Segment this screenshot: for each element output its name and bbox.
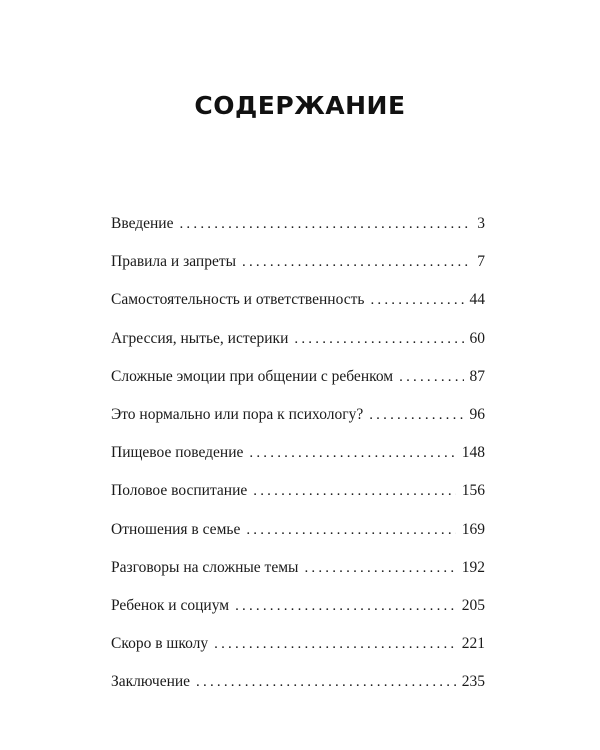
dot-leader	[369, 408, 463, 423]
toc-entry-label: Пищевое поведение	[111, 444, 244, 462]
toc-entry-label: Заключение	[111, 673, 191, 691]
toc-entry-page: 87	[469, 367, 485, 385]
dot-leader	[179, 217, 471, 232]
dot-leader	[235, 599, 456, 614]
toc-entry-label: Это нормально или пора к психологу?	[111, 405, 364, 423]
toc-entry-label: Агрессия, нытье, истерики	[111, 329, 289, 347]
toc-entry-page: 221	[461, 635, 485, 653]
toc-entry-page: 169	[461, 520, 485, 538]
toc-entry-conclusion	[111, 666, 485, 704]
toc-entry-label: Сложные эмоции при общении с ребенком	[111, 367, 394, 385]
toc-entry-independence	[111, 284, 485, 322]
dot-leader	[253, 484, 455, 499]
dot-leader	[249, 446, 455, 461]
toc-entry-label: Разговоры на сложные темы	[111, 558, 299, 576]
toc-entry-label: Отношения в семье	[111, 520, 241, 538]
toc-entry-difficult-topics	[111, 552, 485, 590]
toc-entry-page: 60	[469, 329, 485, 347]
toc-entry-eating-behavior	[111, 437, 485, 475]
toc-entry-label: Скоро в школу	[111, 635, 209, 653]
dot-leader	[399, 370, 463, 385]
toc-entry-school-soon	[111, 628, 485, 666]
toc-entry-label: Половое воспитание	[111, 482, 248, 500]
table-of-contents	[111, 208, 485, 704]
dot-leader	[246, 523, 455, 538]
toc-entry-page: 156	[461, 482, 485, 500]
toc-entry-label: Введение	[111, 215, 174, 232]
dot-leader	[370, 293, 463, 308]
toc-entry-page: 96	[469, 405, 485, 423]
page-title: СОДЕРЖАНИЕ	[194, 90, 406, 120]
toc-entry-label: Ребенок и социум	[111, 596, 230, 614]
toc-entry-label: Самостоятельность и ответственность	[111, 291, 365, 309]
toc-entry-label: Правила и запреты	[111, 253, 237, 271]
toc-entry-psychologist	[111, 399, 485, 437]
toc-entry-page: 7	[477, 253, 485, 271]
toc-entry-introduction	[111, 208, 485, 246]
toc-entry-aggression	[111, 323, 485, 361]
toc-entry-page: 205	[461, 596, 485, 614]
toc-entry-page: 44	[469, 291, 485, 309]
toc-entry-page: 3	[477, 215, 485, 232]
dot-leader	[304, 561, 455, 576]
toc-entry-page: 192	[461, 558, 485, 576]
toc-entry-sex-education	[111, 475, 485, 513]
toc-entry-rules	[111, 246, 485, 284]
toc-entry-page: 148	[461, 444, 485, 462]
dot-leader	[294, 332, 463, 347]
dot-leader	[214, 637, 456, 652]
dot-leader	[196, 675, 456, 690]
dot-leader	[242, 255, 471, 270]
toc-entry-page: 235	[461, 673, 485, 691]
toc-entry-difficult-emotions	[111, 361, 485, 399]
toc-entry-family-relations	[111, 514, 485, 552]
toc-entry-child-society	[111, 590, 485, 628]
